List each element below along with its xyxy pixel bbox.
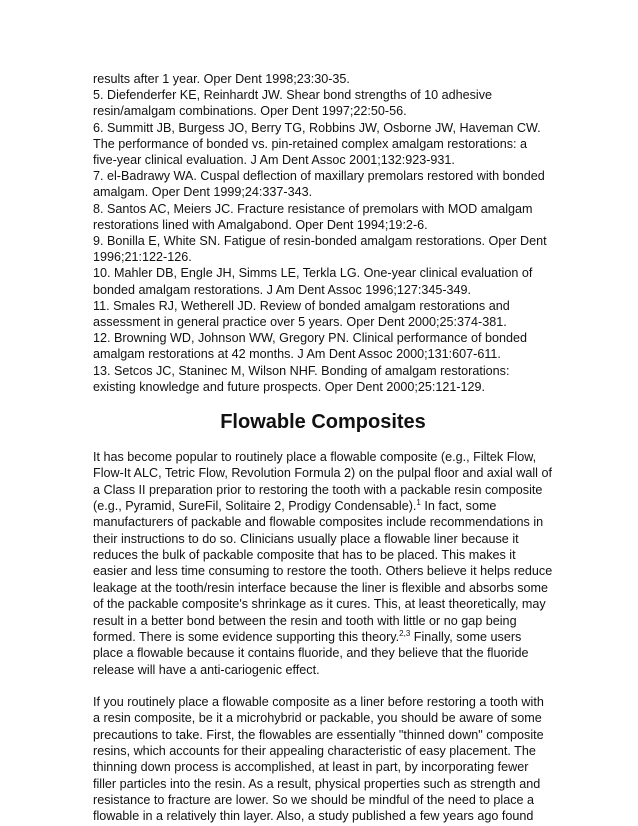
paragraph-text: Finally, some users place a flowable because it contains fluoride, and they believe that the fluoride release will have a anti-cariogenic effect. [93,629,529,677]
reference-item: 13. Setcos JC, Staninec M, Wilson NHF. Bonding of amalgam restorations: existing knowledge and future prospects. Oper Dent 2000;25:121-129. [93,363,510,394]
body-paragraph [93,449,553,678]
reference-item: 11. Smales RJ, Wetherell JD. Review of bonded amalgam restorations and assessment in general practice over 5 years. Oper Dent 2000;25:374-381. [93,298,510,330]
reference-item: 7. el-Badrawy WA. Cuspal deflection of maxillary premolars restored with bonded amalgam. Oper Dent 1999;24:337-343. [93,169,545,200]
reference-item: results after 1 year. Oper Dent 1998;23:30-35. [93,72,350,86]
reference-item: 9. Bonilla E, White SN. Fatigue of resin-bonded amalgam restorations. Oper Dent 1996;21:122-126. [93,234,547,265]
reference-item: 10. Mahler DB, Engle JH, Simms LE, Terkla LG. One-year clinical evaluation of bonded amalgam restorations. J Am Dent Assoc 1996;127:345-349. [93,266,533,297]
section-heading: Flowable Composites [220,411,426,434]
body-paragraph: If you routinely place a flowable composite as a liner before restoring a tooth with a resin composite, be it a microhybrid or packable, you should be aware of some precautions to take. First, the flowables are essentially "thinned down" composite resins, which accounts for their appealing characteristic of easy placement. The thinning down process is accomplished, at least in part, by incorporating fewer filler particles into the resin. As a result, physical properties such as strength and resistance to fracture are lower. So we should be mindful of the need to place a flowable in a relatively thin layer. Also, a study published a few years ago found [93,694,544,824]
reference-item: 12. Browning WD, Johnson WW, Gregory PN. Clinical performance of bonded amalgam restorations at 42 months. J Am Dent Assoc 2000;131:607-611. [93,331,527,362]
document-page [93,71,553,825]
paragraph-text: In fact, some manufacturers of packable and flowable composites include recommendations in their instructions to do so. Clinicians usually place a flowable liner because it reduces the bulk of packable composite that has to be placed. This makes it easier and less time consuming to restore the tooth. Others believe it helps reduce leakage at the tooth/resin interface because the liner is flexible and absorbs some of the packable composite's shrinkage as it cures. This, at least theoretically, may result in a better bond between the resin and tooth with little or no gap being formed. There is some evidence supporting this theory. [93,499,553,644]
paragraph-text: It has become popular to routinely place a flowable composite (e.g., Filtek Flow, Flow-It ALC, Tetric Flow, Revolution Formula 2) on the pulpal floor and axial wall of a Class II preparation prior to restoring the tooth with a packable resin composite (e.g., Pyramid, SureFil, Solitaire 2, Prodigy Condensable). [93,450,552,514]
reference-item: 8. Santos AC, Meiers JC. Fracture resistance of premolars with MOD amalgam restorations lined with Amalgabond. Oper Dent 1994;19:2-6. [93,201,533,232]
citation-superscript: 2,3 [399,628,411,638]
reference-item: 5. Diefenderfer KE, Reinhardt JW. Shear bond strengths of 10 adhesive resin/amalgam combinations. Oper Dent 1997;22:50-56. [93,88,493,119]
reference-item: 6. Summitt JB, Burgess JO, Berry TG, Robbins JW, Osborne JW, Haveman CW. The performance of bonded vs. pin-retained complex amalgam restorations: a five-year clinical evaluation. J Am Dent Assoc 2001;132:923-931. [93,120,541,168]
reference-list [93,71,553,395]
citation-superscript: 1 [416,498,421,508]
